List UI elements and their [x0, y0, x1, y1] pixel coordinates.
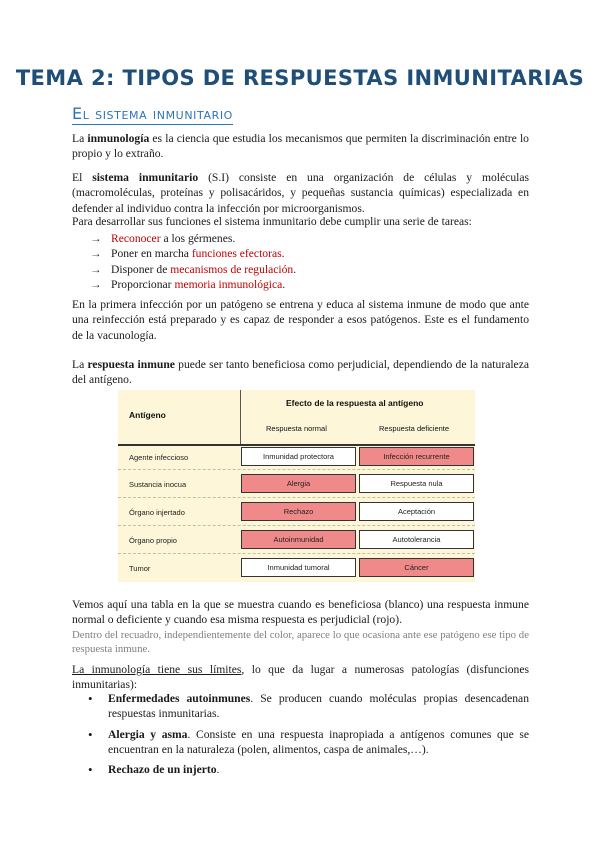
- divider: [118, 525, 475, 526]
- arrow-icon: →: [90, 232, 102, 245]
- arrow-icon: →: [90, 247, 102, 261]
- paragraph-respuesta-inmune: La respuesta inmune puede ser tanto beneficiosa como perjudicial, dependiendo de la naturaleza del antígeno.: [72, 358, 529, 387]
- pathology-list: [88, 691, 529, 782]
- section-heading: El sistema inmunitario: [72, 104, 233, 123]
- table-group-header: Efecto de la respuesta al antígeno: [286, 398, 424, 408]
- list-item: → Disponer de mecanismos de regulación.: [90, 262, 297, 276]
- divider: [118, 497, 475, 498]
- table-cell: Respuesta nula: [359, 474, 474, 493]
- table-cell: Autoinmunidad: [241, 530, 356, 549]
- list-item: → Reconocer a los gérmenes.: [90, 232, 236, 245]
- table-row-label: Tumor: [129, 564, 151, 573]
- arrow-icon: →: [90, 277, 102, 291]
- table-cell: Infección recurrente: [359, 447, 474, 466]
- table-header-normal: Respuesta normal: [266, 424, 327, 433]
- table-cell: Rechazo: [241, 502, 356, 521]
- paragraph-nota-recuadro: Dentro del recuadro, independientemente del color, aparece lo que ocasiona ante ese patógeno ese tipo de respuesta inmune.: [72, 629, 529, 655]
- antigen-response-table: [118, 390, 475, 582]
- paragraph-limites: La inmunología tiene sus límites, lo que da lugar a numerosas patologías (disfunciones inmunitarias):: [72, 663, 529, 692]
- table-row-label: Órgano injertado: [129, 508, 185, 517]
- bullet-icon: •: [88, 691, 93, 706]
- divider: [118, 469, 475, 470]
- table-row-label: Sustancia inocua: [129, 480, 187, 489]
- list-item: • Alergia y asma. Consiste en una respuesta inapropiada a antígenos comunes que se encuentran en la naturaleza (polen, alimentos, caspa de animales,…).: [88, 726, 530, 756]
- list-item: → Proporcionar memoria inmunológica.: [90, 277, 286, 291]
- paragraph-tareas-intro: Para desarrollar sus funciones el sistema inmunitario debe cumplir una serie de tareas:: [72, 215, 472, 228]
- task-list: [90, 231, 520, 292]
- paragraph-sistema-inmunitario: El sistema inmunitario (S.I) consiste en una organización de células y moléculas (macromoléculas, proteínas y polisacáridos, y pequeñas sustancia químicas) especializada en defender al individuo contra la infección por microorganismos.: [72, 171, 529, 215]
- table-row-label: Órgano propio: [129, 536, 177, 545]
- page-title: TEMA 2: TIPOS DE RESPUESTAS INMUNITARIAS: [15, 66, 585, 90]
- table-cell: Alergia: [241, 474, 356, 493]
- table-header-antigeno: Antígeno: [129, 410, 166, 420]
- divider: [118, 444, 475, 446]
- table-cell: Cáncer: [359, 558, 474, 577]
- table-cell: Aceptación: [359, 502, 474, 521]
- table-row-label: Agente infeccioso: [129, 453, 189, 462]
- bullet-icon: •: [88, 762, 93, 778]
- list-item: • Rechazo de un injerto.: [88, 762, 220, 778]
- paragraph-primera-infeccion: En la primera infección por un patógeno se entrena y educa al sistema inmune de modo que ante una reinfección está preparado y es capaz de responder a esos patógenos. Este es el fundamento de la vacunología.: [72, 298, 529, 342]
- arrow-icon: →: [90, 262, 102, 276]
- divider: [118, 553, 475, 554]
- paragraph-inmunologia: La inmunología es la ciencia que estudia los mecanismos que permiten la discriminación entre lo propio y lo extraño.: [72, 132, 529, 161]
- bullet-icon: •: [88, 726, 93, 742]
- list-item: → Poner en marcha funciones efectoras.: [90, 247, 285, 261]
- list-item: • Enfermedades autoinmunes. Se producen cuando moléculas propias desencadenan respuestas inmunitarias.: [88, 691, 529, 721]
- table-cell: Inmunidad protectora: [241, 447, 356, 466]
- table-cell: Inmunidad tumoral: [241, 558, 356, 577]
- paragraph-tabla-explicacion: Vemos aquí una tabla en la que se muestra cuando es beneficiosa (blanco) una respuesta inmune normal o deficiente y cuando esa misma respuesta es perjudicial (rojo).: [72, 598, 529, 627]
- table-cell: Autotolerancia: [359, 530, 474, 549]
- table-header-deficiente: Respuesta deficiente: [379, 424, 450, 433]
- divider: [240, 390, 241, 444]
